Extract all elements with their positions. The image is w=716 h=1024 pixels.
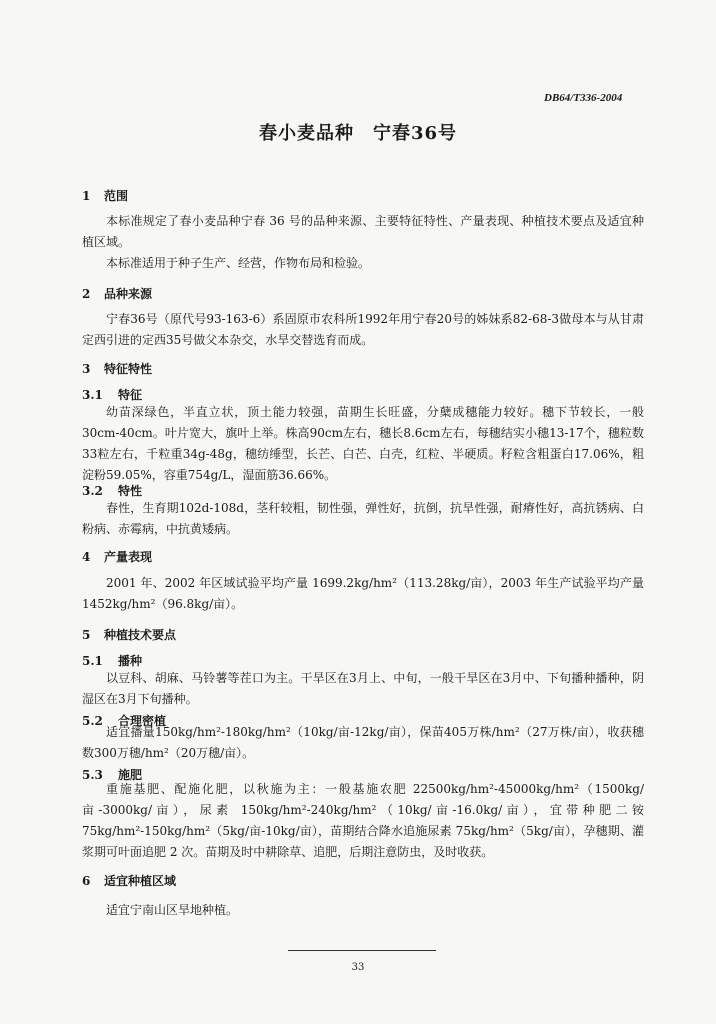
standard-code: DB64/T336-2004: [544, 92, 623, 104]
subsection-title: 合理密植: [118, 714, 167, 728]
section-title: 范围: [104, 189, 129, 203]
subsection-3-2-paragraph: 春性，生育期102d-108d，茎秆较粗，韧性强，弹性好，抗倒，抗旱性强，耐瘠性好，高抗锈病、白粉病、赤霉病，中抗黄矮病。: [82, 501, 644, 536]
subsection-number: 5.2: [82, 714, 103, 728]
section-1-paragraph-2: 本标准适用于种子生产、经营，作物布局和检验。: [106, 256, 371, 270]
section-3-heading: [82, 360, 152, 377]
section-number: 3: [82, 362, 91, 376]
subsection-title: 特性: [118, 484, 143, 498]
subsection-number: 5.3: [82, 768, 103, 782]
subsection-number: 3.1: [82, 388, 103, 402]
section-title: 产量表现: [104, 550, 153, 564]
section-number: 4: [82, 550, 91, 564]
section-title: 品种来源: [104, 287, 153, 301]
subsection-3-2-heading: [82, 482, 142, 499]
subsection-title: 施肥: [118, 768, 143, 782]
section-6-heading: [82, 872, 176, 889]
section-number: 6: [82, 874, 91, 888]
section-1-heading: [82, 187, 128, 204]
subsection-5-1-paragraph: 以豆科、胡麻、马铃薯等茬口为主。干旱区在3月上、中旬，一般干旱区在3月中、下旬播种播种，阴湿区在3月下旬播种。: [82, 671, 644, 706]
section-title: 特征特性: [104, 362, 153, 376]
section-title: 适宜种植区域: [104, 874, 177, 888]
document-title: 春小麦品种 宁春36号: [258, 123, 458, 144]
section-2-paragraph-1: 宁春36号（原代号93-163-6）系固原市农科所1992年用宁春20号的姊妹系82-68-3做母本与从甘肃定西引进的定西35号做父本杂交，水旱交替选育而成。: [82, 312, 644, 347]
subsection-5-2-paragraph: 适宜播量150kg/hm²-180kg/hm²（10kg/亩-12kg/亩），保苗405万株/hm²（27万株/亩），收获穗数300万穗/hm²（20万穗/亩）。: [82, 725, 644, 760]
page-number: 33: [351, 962, 365, 973]
subsection-title: 播种: [118, 654, 143, 668]
footer-divider: [288, 950, 436, 951]
section-title: 种植技术要点: [104, 628, 177, 642]
section-4-heading: [82, 548, 152, 565]
section-1-paragraph-1: 本标准规定了春小麦品种宁春 36 号的品种来源、主要特征特性、产量表现、种植技术要点及适宜种植区域。: [82, 214, 644, 249]
subsection-number: 5.1: [82, 654, 103, 668]
section-number: 2: [82, 287, 91, 301]
section-number: 5: [82, 628, 91, 642]
subsection-title: 特征: [118, 388, 143, 402]
subsection-5-1-heading: [82, 652, 142, 669]
subsection-5-3-paragraph: 重施基肥、配施化肥，以秋施为主：一般基施农肥 22500kg/hm²-45000kg/hm²（1500kg/亩-3000kg/亩），尿素 150kg/hm²-240kg/hm²（10kg/亩-16.0kg/亩），宜带种肥二铵 75kg/hm²-150kg/hm²（5kg/亩-10kg/亩），苗期结合降水追施尿素 75kg/hm²（5kg/亩），孕穗期、灌浆期可叶面追肥 2 次。苗期及时中耕除草、追肥，后期注意防虫，及时收获。: [82, 782, 644, 859]
section-5-heading: [82, 626, 176, 643]
section-number: 1: [82, 189, 91, 203]
subsection-3-1-paragraph: 幼苗深绿色，半直立状，顶土能力较强，苗期生长旺盛，分蘖成穗能力较好。穗下节较长，一般30cm-40cm。叶片宽大，旗叶上举。株高90cm左右，穗长8.6cm左右，每穗结实小穗13-17个，穗粒数33粒左右，千粒重34g-48g，穗纺缍型，长芒、白芒、白壳，红粒、半硬质。籽粒含粗蛋白17.06%，粗淀粉59.05%，容重754g/L，湿面筋36.66%。: [82, 405, 644, 482]
section-4-paragraph-1: 2001 年、2002 年区域试验平均产量 1699.2kg/hm²（113.28kg/亩），2003 年生产试验平均产量1452kg/hm²（96.8kg/亩）。: [82, 576, 644, 611]
section-6-paragraph-1: 适宜宁南山区旱地种植。: [106, 903, 239, 917]
section-2-heading: [82, 285, 152, 302]
subsection-3-1-heading: [82, 386, 142, 403]
subsection-number: 3.2: [82, 484, 103, 498]
